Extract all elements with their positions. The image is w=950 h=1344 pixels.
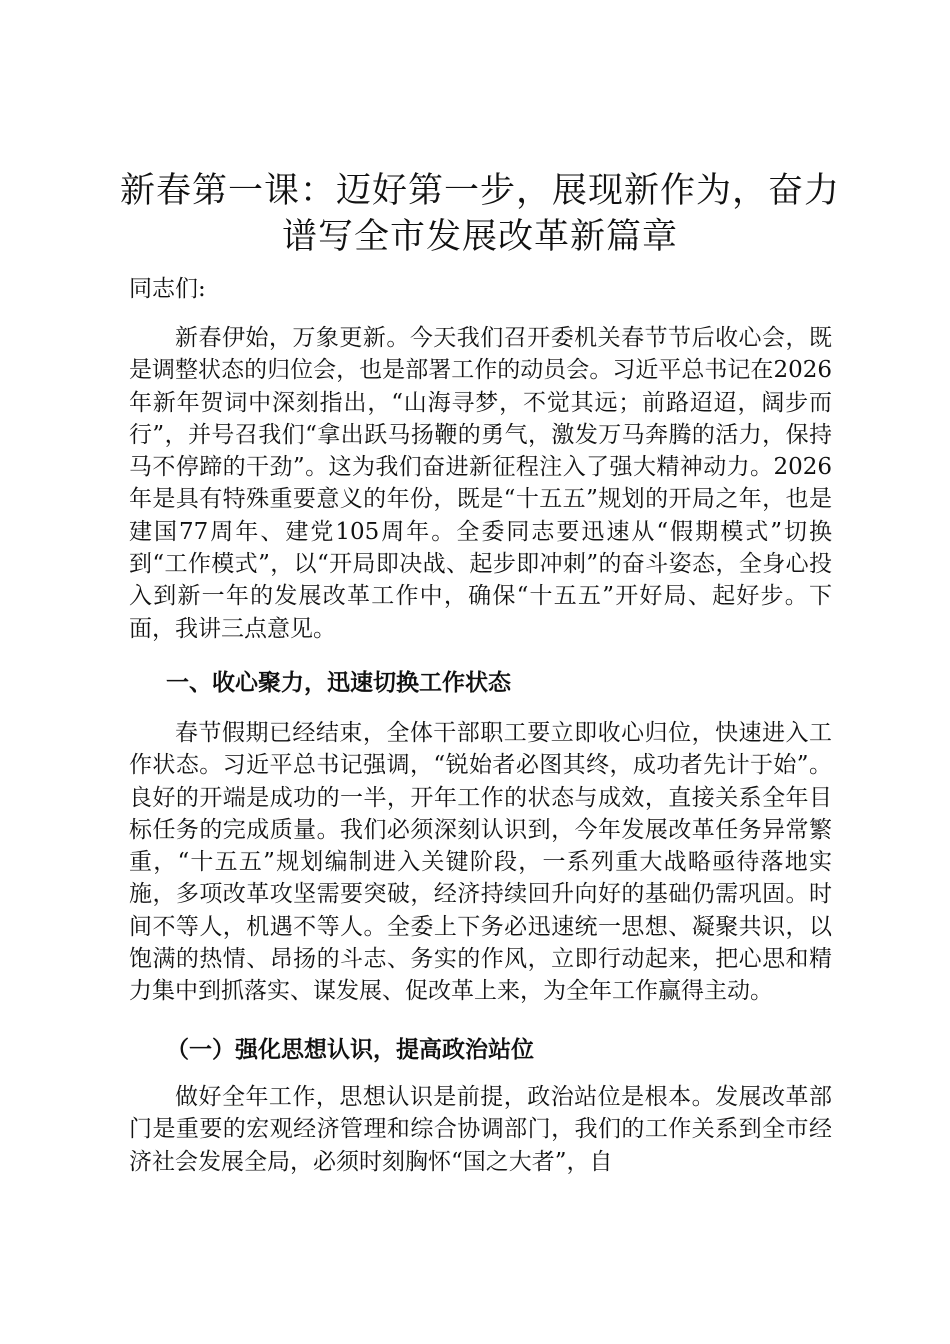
subsection-heading-1: （一）强化思想认识，提高政治站位 <box>166 1037 534 1063</box>
paragraph-subsection-1: 做好全年工作，思想认识是前提，政治站位是根本。发展改革部门是重要的宏观经济管理和综合协调部门，我们的工作关系到全市经济社会发展全局，必须时刻胸怀“国之大者”，自 <box>129 1084 832 1175</box>
greeting: 同志们: <box>129 276 206 302</box>
document-title: 新春第一课：迈好第一步，展现新作为，奋力谱写全市发展改革新篇章 <box>120 171 841 257</box>
paragraph-intro: 新春伊始，万象更新。今天我们召开委机关春节节后收心会，既是调整状态的归位会，也是部署工作的动员会。习近平总书记在2026年新年贺词中深刻指出，“山海寻梦，不觉其远；前路迢迢，阔步而行”，并号召我们“拿出跃马扬鞭的勇气，激发万马奔腾的活力，保持马不停蹄的干劲”。这为我们奋进新征程注入了强大精神动力。2026年是具有特殊重要意义的年份，既是“十五五”规划的开局之年，也是建国77周年、建党105周年。全委同志要迅速从“假期模式”切换到“工作模式”，以“开局即决战、起步即冲刺”的奋斗姿态，全身心投入到新一年的发展改革工作中，确保“十五五”开好局、起好步。下面，我讲三点意见。 <box>129 325 832 642</box>
paragraph-section-1: 春节假期已经结束，全体干部职工要立即收心归位，快速进入工作状态。习近平总书记强调，“锐始者必图其终，成功者先计于始”。良好的开端是成功的一半，开年工作的状态与成效，直接关系全年目标任务的完成质量。我们必须深刻认识到，今年发展改革任务异常繁重，“十五五”规划编制进入关键阶段，一系列重大战略亟待落地实施，多项改革攻坚需要突破，经济持续回升向好的基础仍需巩固。时间不等人，机遇不等人。全委上下务必迅速统一思想、凝聚共识，以饱满的热情、昂扬的斗志、务实的作风，立即行动起来，把心思和精力集中到抓落实、谋发展、促改革上来，为全年工作赢得主动。 <box>129 720 832 1005</box>
section-heading-1: 一、收心聚力，迅速切换工作状态 <box>166 670 511 696</box>
